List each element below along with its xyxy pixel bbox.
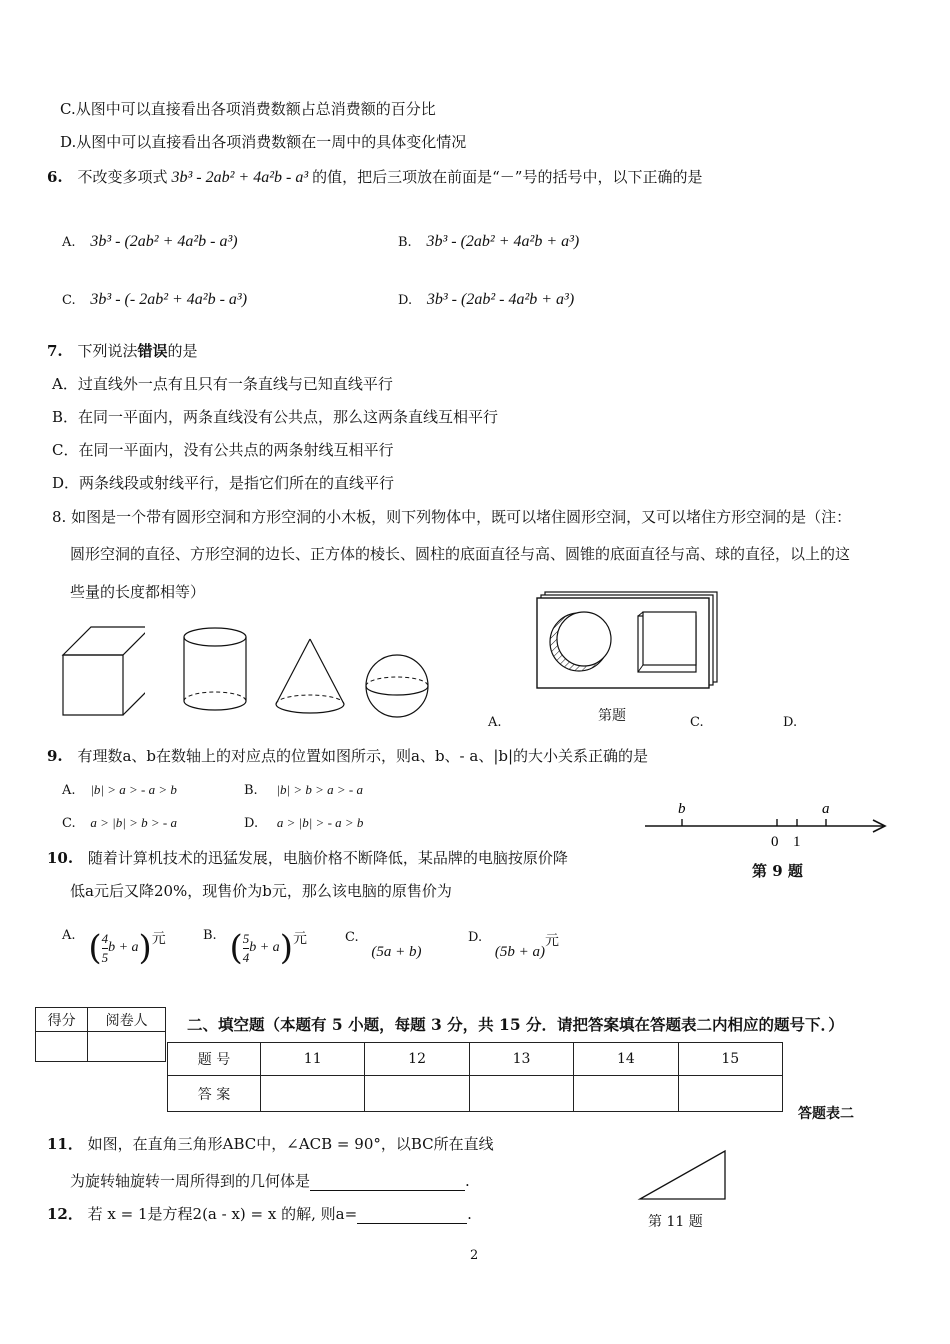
- q8-line-1: 8. 如图是一个带有圆形空洞和方形空洞的小木板，则下列物体中，既可以堵住圆形空洞，又可以堵住方形空洞的是（注：: [52, 508, 852, 526]
- q6-option-d: D. 3b³ - (2ab² - 4a²b + a³): [398, 291, 575, 308]
- grader-cell[interactable]: [88, 1032, 166, 1062]
- q10-stem-line-1: 10. 随着计算机技术的迅猛发展，电脑价格不断降低，某品牌的电脑按原价降: [47, 849, 568, 867]
- q10-stem-line-2: 低a元后又降20%，现售价为b元，那么该电脑的原售价为: [70, 882, 452, 900]
- q10-option-b: B. ( $\frac{5}{4}$ b + a)元: [203, 928, 307, 968]
- q12-stem: 12． 若 x = 1是方程2(a - x) = x 的解, 则a= .: [47, 1205, 472, 1223]
- q9-option-a: A. |b| > a > - a > b: [62, 782, 177, 798]
- answer-cell-11[interactable]: [261, 1076, 365, 1112]
- cone-figure: [272, 636, 348, 718]
- q11-answer-blank[interactable]: [310, 1172, 465, 1191]
- q9-option-d: D. a > |b| > - a > b: [244, 815, 364, 831]
- q7-option-d: D．两条线段或射线平行，是指它们所在的直线平行: [52, 474, 395, 492]
- row-label-answer: 答 案: [168, 1076, 261, 1112]
- q6-pre: 不改变多项式: [77, 168, 168, 186]
- col-number-12: 12: [365, 1043, 469, 1076]
- q8-option-c-label: C.: [690, 715, 704, 730]
- q7-option-b: B．在同一平面内，两条直线没有公共点，那么这两条直线互相平行: [52, 408, 499, 426]
- answer-table-caption: 答题表二: [798, 1106, 854, 1122]
- q11-figure-caption: 第 11 题: [648, 1214, 703, 1230]
- q9-stem: 9. 有理数a、b在数轴上的对应点的位置如图所示，则a、b、- a、|b|的大小关系正确的是: [47, 747, 649, 765]
- col-number-11: 11: [261, 1043, 365, 1076]
- q8-option-d-label: D.: [783, 715, 798, 730]
- label-a: a: [822, 801, 830, 817]
- label-zero: 0: [771, 834, 779, 850]
- q11-stem-line-2: 为旋转轴旋转一周所得到的几何体是 .: [70, 1172, 470, 1190]
- q5-option-d: D.从图中可以直接看出各项消费数额在一周中的具体变化情况: [60, 133, 467, 151]
- answer-cell-14[interactable]: [574, 1076, 678, 1112]
- q8-line-2: 圆形空洞的直径、方形空洞的边长、正方体的棱长、圆柱的底面直径与高、圆锥的底面直径与高、球的直径，以上的这: [70, 545, 851, 563]
- q10-option-d: D. (5b + a)元: [468, 930, 559, 960]
- q10-option-a: A. ( $\frac{4}{5}$ b + a)元: [62, 928, 166, 968]
- score-label: 得分: [36, 1008, 88, 1032]
- answer-cell-13[interactable]: [469, 1076, 573, 1112]
- score-box: [35, 1007, 166, 1062]
- q10-option-c: C. (5a + b): [345, 930, 422, 960]
- score-cell[interactable]: [36, 1032, 88, 1062]
- q6-post: 的值，把后三项放在前面是“－”号的括号中，以下正确的是: [312, 168, 703, 186]
- q7-option-c: C．在同一平面内，没有公共点的两条射线互相平行: [52, 441, 394, 459]
- q6-stem: [47, 166, 702, 187]
- q6-option-c: C. 3b³ - (- 2ab² + 4a²b - a³): [62, 291, 248, 308]
- wooden-board-figure: [535, 590, 725, 692]
- q6-option-b: B. 3b³ - (2ab² + 4a²b + a³): [398, 233, 580, 250]
- answer-cell-12[interactable]: [365, 1076, 469, 1112]
- col-number-13: 13: [469, 1043, 573, 1076]
- section2-heading: 二、填空题（本题有 5 小题，每题 3 分，共 15 分．请把答案填在答题表二内相应的题号下．）: [187, 1015, 844, 1034]
- q8-figure-caption: 第题: [598, 708, 626, 724]
- q11-triangle-figure: [635, 1147, 730, 1203]
- answer-table-2: [167, 1042, 783, 1112]
- q7-emphasis: 错误: [137, 342, 168, 360]
- q9-option-c: C. a > |b| > b > - a: [62, 815, 177, 831]
- q8-option-a-label: A.: [488, 715, 502, 730]
- label-one: 1: [793, 834, 801, 850]
- sphere-figure: [362, 652, 434, 720]
- label-b: b: [678, 801, 686, 817]
- q6-option-a: A. 3b³ - (2ab² + 4a²b - a³): [62, 233, 238, 250]
- q5-option-c: C.从图中可以直接看出各项消费数额占总消费额的百分比: [60, 100, 436, 118]
- cylinder-figure: [180, 625, 252, 720]
- answer-cell-15[interactable]: [678, 1076, 782, 1112]
- page-number: 2: [470, 1248, 479, 1263]
- q7-option-a: A．过直线外一点有且只有一条直线与已知直线平行: [52, 375, 393, 393]
- q8-line-3: 些量的长度都相等）: [70, 583, 206, 601]
- q9-option-b: B. |b| > b > a > - a: [244, 782, 364, 798]
- col-number-14: 14: [574, 1043, 678, 1076]
- q12-answer-blank[interactable]: [357, 1205, 467, 1224]
- q11-stem-line-1: 11． 如图，在直角三角形ABC中，∠ACB = 90°，以BC所在直线: [47, 1135, 494, 1153]
- row-label-number: 题 号: [168, 1043, 261, 1076]
- cube-figure: [55, 620, 145, 720]
- q6-number: 6.: [47, 168, 63, 186]
- q7-stem: 7. 下列说法错误的是: [47, 342, 198, 360]
- col-number-15: 15: [678, 1043, 782, 1076]
- q9-figure-caption: 第 9 题: [752, 862, 803, 880]
- number-line-figure: [640, 795, 895, 850]
- q6-expression: 3b³ - 2ab² + 4a²b - a³: [171, 169, 309, 186]
- grader-label: 阅卷人: [88, 1008, 166, 1032]
